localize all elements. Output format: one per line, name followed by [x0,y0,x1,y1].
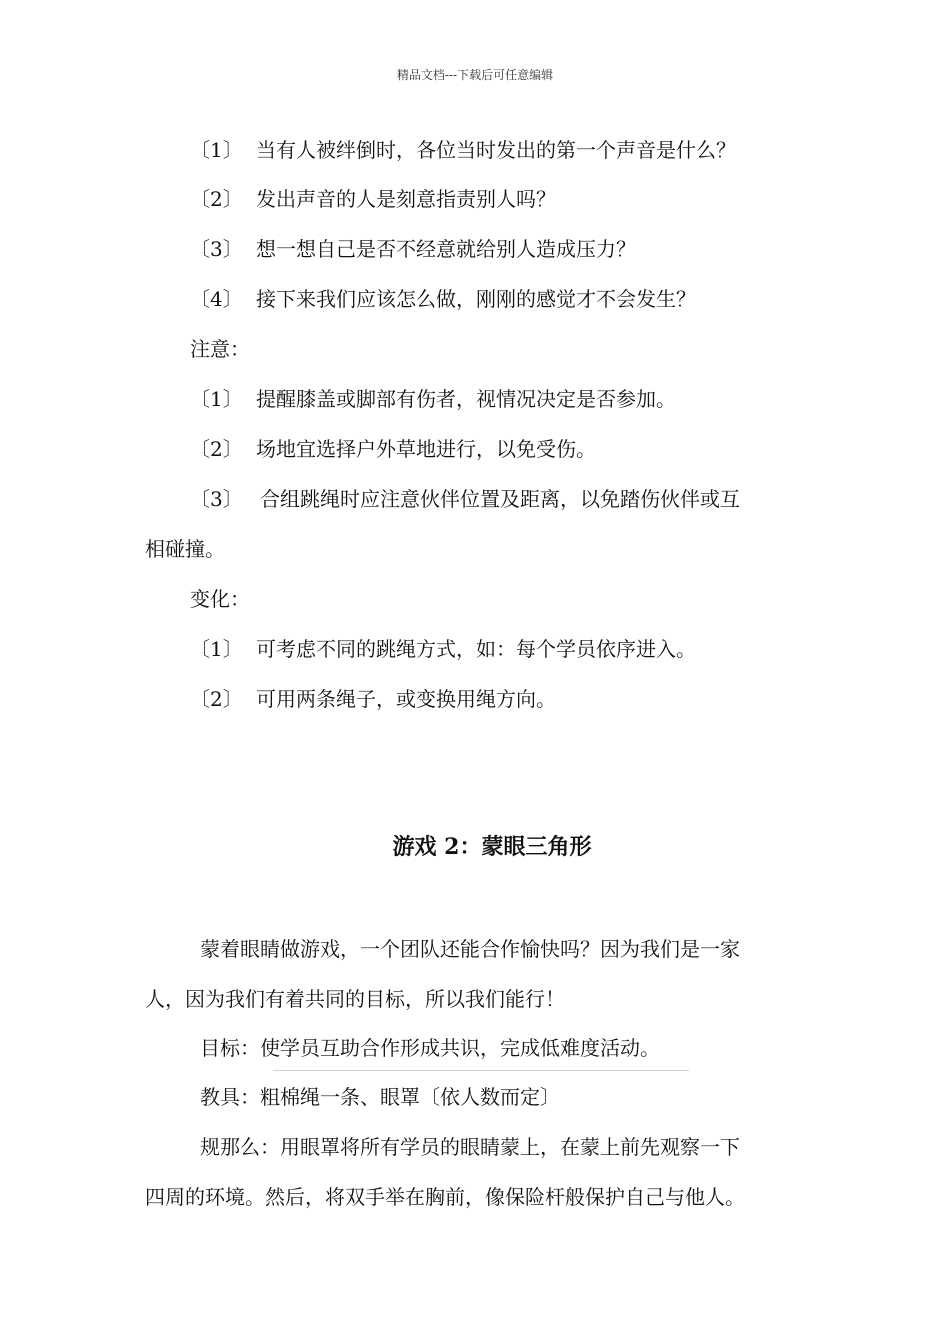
notice-item-2 [190,435,596,463]
item-number: 〔2〕 [190,687,243,711]
item-number: 〔1〕 [190,637,243,661]
question-item-1 [190,136,736,164]
intro-paragraph-line-2: 人，因为我们有着共同的目标，所以我们能行！ [145,987,565,1011]
item-text: 可考虑不同的跳绳方式，如：每个学员依序进入。 [256,637,696,661]
item-number: 〔4〕 [190,287,243,311]
item-text: 接下来我们应该怎么做，刚刚的感觉才不会发生？ [256,287,696,311]
question-item-2 [190,185,556,213]
item-text: 当有人被绊倒时，各位当时发出的第一个声音是什么？ [256,138,736,162]
page-header: 精品文档---下载后可任意编辑 [396,68,554,82]
horizontal-rule [273,1070,689,1071]
question-item-4 [190,285,696,313]
item-text: 可用两条绳子，或变换用绳方向。 [256,687,556,711]
item-number: 〔1〕 [190,387,243,411]
item-number: 〔2〕 [190,187,243,211]
item-text: 场地宜选择户外草地进行，以免受伤。 [256,437,596,461]
section-title: 游戏 2：蒙眼三角形 [392,834,592,860]
intro-paragraph-line-1: 蒙着眼睛做游戏，一个团队还能合作愉快吗？因为我们是一家 [200,937,740,961]
notice-item-1 [190,385,676,413]
notice-item-3 [190,485,740,513]
notice-label: 注意： [190,337,250,361]
item-text: 合组跳绳时应注意伙伴位置及距离，以免踏伤伙伴或互 [260,487,740,511]
question-item-3 [190,235,636,263]
item-number: 〔1〕 [190,138,243,162]
rules-line-2: 四周的环境。然后，将双手举在胸前，像保险杆般保护自己与他人。 [145,1185,745,1209]
item-number: 〔3〕 [190,487,243,511]
goal-line: 目标：使学员互助合作形成共识，完成低难度活动。 [200,1036,660,1060]
item-number: 〔3〕 [190,237,243,261]
item-text: 提醒膝盖或脚部有伤者，视情况决定是否参加。 [256,387,676,411]
item-text: 想一想自己是否不经意就给别人造成压力？ [256,237,636,261]
item-text: 发出声音的人是刻意指责别人吗？ [256,187,556,211]
variation-label: 变化： [190,587,250,611]
item-number: 〔2〕 [190,437,243,461]
notice-item-3-continuation: 相碰撞。 [145,537,225,561]
tools-line: 教具：粗棉绳一条、眼罩〔依人数而定〕 [200,1085,560,1109]
variation-item-2 [190,685,556,713]
variation-item-1 [190,635,696,663]
rules-line-1: 规那么：用眼罩将所有学员的眼睛蒙上，在蒙上前先观察一下 [200,1135,740,1159]
